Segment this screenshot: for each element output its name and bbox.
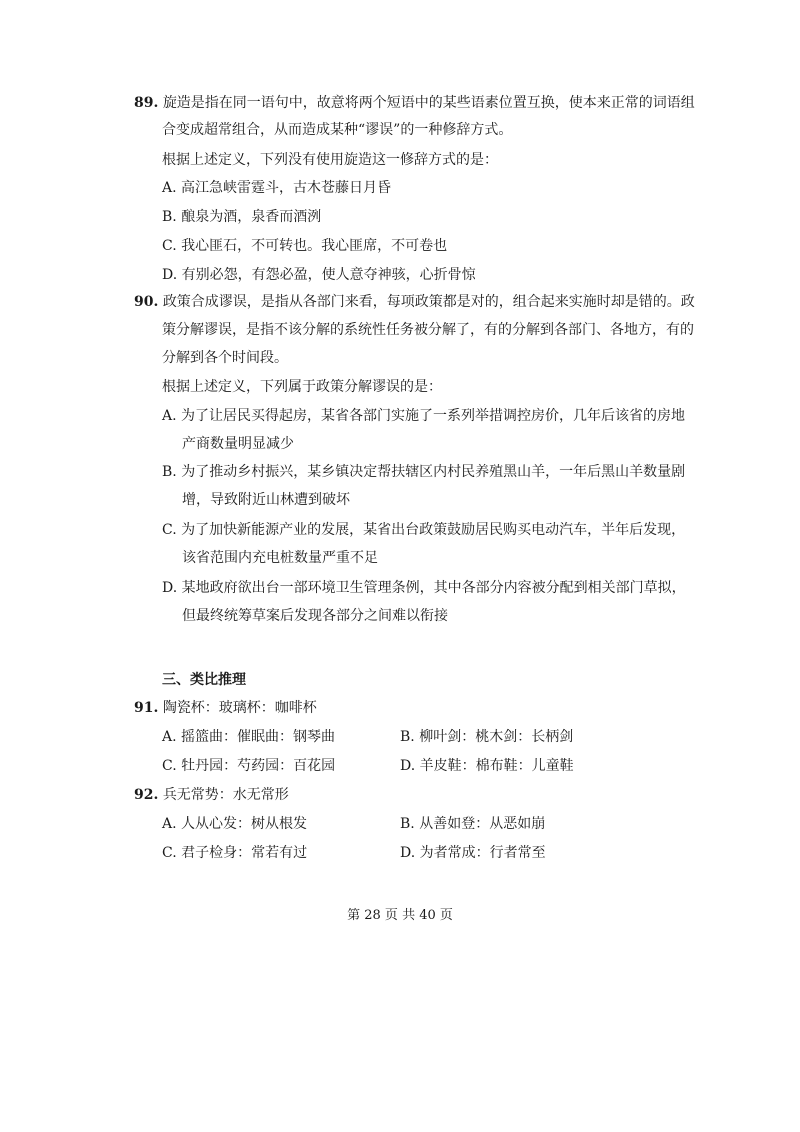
- option-b: B. 为了推动乡村振兴，某乡镇决定帮扶辖区内村民养殖黑山羊，一年后黑山羊数量剧: [162, 464, 686, 480]
- question-stem-line: 合变成超常组合，从而造成某种“谬误”的一种修辞方式。: [162, 122, 513, 138]
- option-d: D. 某地政府欲出台一部环境卫生管理条例，其中各部分内容被分配到相关部门草拟，: [162, 580, 686, 596]
- option-d: D. 羊皮鞋：棉布鞋：儿童鞋: [400, 758, 574, 774]
- option-b: B. 从善如登：从恶如崩: [400, 816, 546, 832]
- option-b: B. 酿泉为酒，泉香而酒洌: [162, 209, 322, 225]
- option-d: D. 有别必怨，有怨必盈，使人意夺神骇，心折骨惊: [162, 267, 476, 283]
- question-stem: 兵无常势：水无常形: [162, 787, 289, 803]
- option-c-continued: 该省范围内充电桩数量严重不足: [182, 550, 378, 566]
- question-stem: 陶瓷杯：玻璃杯：咖啡杯: [162, 700, 317, 716]
- section-title: 三、类比推理: [162, 672, 246, 688]
- option-a: A. 高江急峡雷霆斗，古木苍藤日月昏: [162, 180, 392, 196]
- question-number: 91.: [134, 700, 159, 716]
- option-b: B. 柳叶剑：桃木剑：长柄剑: [400, 729, 574, 745]
- option-c: C. 君子检身：常若有过: [162, 845, 308, 861]
- option-c: C. 为了加快新能源产业的发展，某省出台政策鼓励居民购买电动汽车，半年后发现，: [162, 522, 686, 538]
- question-stem-line: 旋造是指在同一语句中，故意将两个短语中的某些语素位置互换，使本来正常的词语组: [162, 95, 695, 111]
- option-d: D. 为者常成：行者常至: [400, 845, 546, 861]
- option-b-continued: 增，导致附近山林遭到破坏: [182, 492, 350, 508]
- question-stem-line: 策分解谬误，是指不该分解的系统性任务被分解了，有的分解到各部门、各地方，有的: [162, 322, 694, 338]
- question-stem-line: 政策合成谬误，是指从各部门来看，每项政策都是对的，组合起来实施时却是错的。政: [162, 294, 695, 310]
- question-number: 92.: [134, 787, 159, 803]
- question-number: 90.: [134, 294, 159, 310]
- option-d-continued: 但最终统筹草案后发现各部分之间难以衔接: [182, 608, 448, 624]
- page-footer: 第 28 页 共 40 页: [347, 908, 453, 923]
- option-a-continued: 产商数量明显减少: [182, 436, 294, 452]
- question-prompt: 根据上述定义，下列没有使用旋造这一修辞方式的是：: [162, 152, 498, 168]
- question-number: 89.: [134, 95, 159, 111]
- question-stem-line: 分解到各个时间段。: [162, 350, 288, 366]
- option-a: A. 人从心发：树从根发: [162, 816, 308, 832]
- option-c: C. 我心匪石，不可转也。我心匪席，不可卷也: [162, 238, 448, 254]
- option-a: A. 为了让居民买得起房，某省各部门实施了一系列举措调控房价，几年后该省的房地: [162, 408, 686, 424]
- question-prompt: 根据上述定义，下列属于政策分解谬误的是：: [162, 379, 442, 395]
- option-c: C. 牡丹园：芍药园：百花园: [162, 758, 336, 774]
- option-a: A. 摇篮曲：催眠曲：钢琴曲: [162, 729, 336, 745]
